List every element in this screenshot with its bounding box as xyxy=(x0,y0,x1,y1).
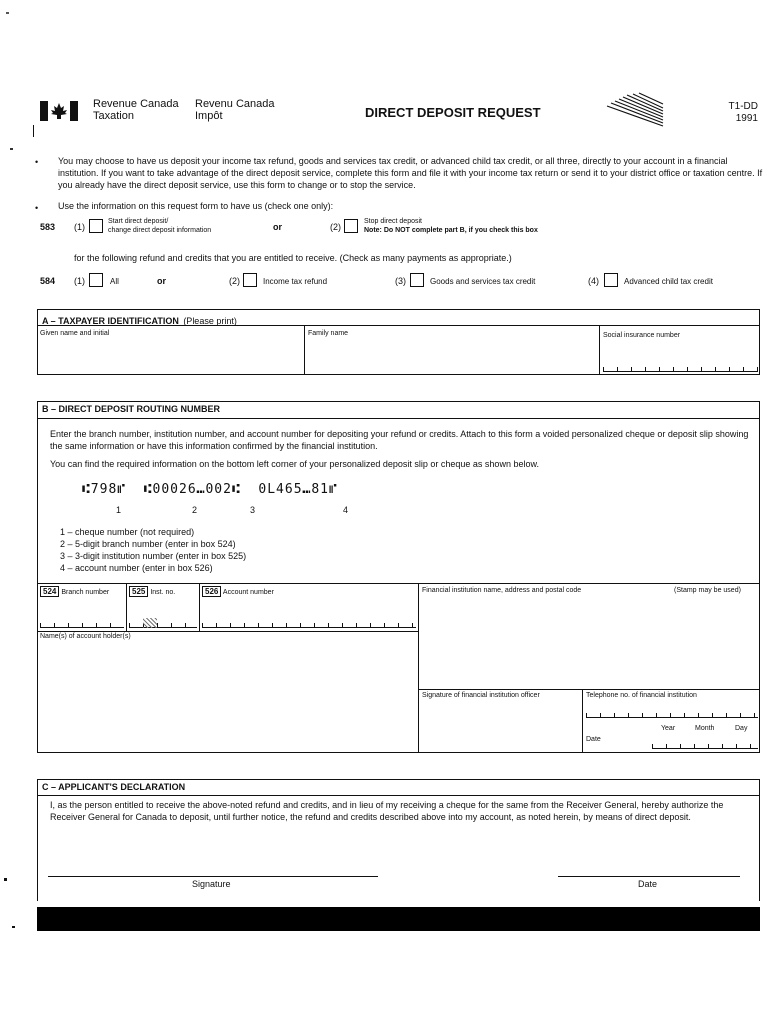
bottom-bar xyxy=(37,907,760,931)
routing-instructions: Enter the branch number, institution number, and account number for depositing your refund or credits. Attach to this form a voided personalized cheque or deposit slip showing the same information or have this information confirmed by the financial institution. xyxy=(50,429,749,451)
canada-flag-logo xyxy=(40,101,78,121)
divider xyxy=(418,583,419,753)
officer-date-field[interactable] xyxy=(652,744,758,749)
institution-number-field[interactable] xyxy=(129,623,197,628)
divider xyxy=(37,418,760,419)
box-524-label: 524 Branch number xyxy=(40,586,109,597)
micr-label-1: 1 xyxy=(116,505,122,515)
divider xyxy=(126,583,127,631)
scan-speck xyxy=(6,12,9,14)
divider xyxy=(37,631,418,632)
line-583-code: 583 xyxy=(40,222,56,232)
gst-credit-checkbox[interactable] xyxy=(410,273,424,287)
option-number: (2) xyxy=(229,276,240,286)
divider xyxy=(37,795,760,796)
option-number: (1) xyxy=(74,276,85,286)
account-holders-field[interactable] xyxy=(40,645,414,750)
box-525-label: 525 Inst. no. xyxy=(129,586,175,597)
all-payments-checkbox[interactable] xyxy=(89,273,103,287)
officer-signature-field[interactable] xyxy=(422,702,578,750)
divider xyxy=(582,689,583,753)
section-b-title: B – DIRECT DEPOSIT ROUTING NUMBER xyxy=(42,404,221,414)
officer-signature-label: Signature of financial institution officer xyxy=(422,692,540,699)
option-number: (1) xyxy=(74,222,85,232)
routing-help: You can find the required information on the bottom left corner of your personalized deposit slip or cheque as shown below. xyxy=(50,459,539,469)
section-c-title: C – APPLICANT'S DECLARATION xyxy=(42,782,186,792)
micr-label-4: 4 xyxy=(343,505,349,515)
sin-label: Social insurance number xyxy=(603,332,681,339)
account-number-field[interactable] xyxy=(202,623,416,628)
child-tax-credit-label: Advanced child tax credit xyxy=(624,277,713,286)
year-label: Year xyxy=(661,725,676,732)
applicant-date-field[interactable] xyxy=(558,850,740,875)
section-a-title: A – TAXPAYER IDENTIFICATION (Please print) xyxy=(42,316,237,326)
scan-speck xyxy=(4,878,7,881)
account-holders-label: Name(s) of account holder(s) xyxy=(40,633,131,640)
financial-institution-field[interactable] xyxy=(422,600,756,686)
stop-deposit-checkbox[interactable] xyxy=(344,219,358,233)
revenue-logo-icon xyxy=(605,92,665,128)
family-name-field[interactable] xyxy=(308,340,596,373)
income-tax-refund-label: Income tax refund xyxy=(263,277,328,286)
page-title: DIRECT DEPOSIT REQUEST xyxy=(365,105,541,120)
date-label: Date xyxy=(638,879,658,889)
given-name-field[interactable] xyxy=(40,340,302,373)
micr-label-3: 3 xyxy=(250,505,256,515)
option-number: (3) xyxy=(395,276,406,286)
scan-speck xyxy=(10,148,13,150)
gst-credit-label: Goods and services tax credit xyxy=(430,277,536,286)
micr-sample: ⑆798⑈ ⑆00026⑉002⑆ 0L465⑉81⑈ xyxy=(82,482,338,497)
telephone-field[interactable] xyxy=(586,713,758,718)
stamp-note: (Stamp may be used) xyxy=(674,587,741,594)
stop-deposit-label: Stop direct deposit Note: Do NOT complete part B, if you check this box xyxy=(364,218,538,234)
payment-instruction: for the following refund and credits that you are entitled to receive. (Check as many payments as appropriate.) xyxy=(74,253,512,263)
divider xyxy=(199,583,200,631)
child-tax-credit-checkbox[interactable] xyxy=(604,273,618,287)
start-deposit-checkbox[interactable] xyxy=(89,219,103,233)
agency-french: Revenu Canada Impôt xyxy=(195,98,275,122)
bullet-icon: • xyxy=(35,203,39,213)
divider xyxy=(37,583,760,584)
date-label: Date xyxy=(586,736,601,743)
scan-speck xyxy=(12,926,15,928)
all-payments-label: All xyxy=(110,277,119,286)
signature-label: Signature xyxy=(192,879,231,889)
divider xyxy=(418,689,760,690)
box-526-label: 526 Account number xyxy=(202,586,274,597)
line-584-code: 584 xyxy=(40,276,56,286)
micr-legend: 1 – cheque number (not required) 2 – 5-digit branch number (enter in box 524) 3 – 3-digit institution number (enter in box 525) 4 – account number (enter in box 526) xyxy=(60,527,247,573)
sin-field[interactable] xyxy=(603,367,758,372)
date-line xyxy=(558,876,740,877)
branch-number-field[interactable] xyxy=(40,623,124,628)
telephone-label: Telephone no. of financial institution xyxy=(586,692,697,699)
start-deposit-label: Start direct deposit/ change direct deposit information xyxy=(108,218,212,234)
financial-institution-label: Financial institution name, address and postal code xyxy=(422,587,582,594)
instruction-text: Use the information on this request form to have us (check one only): xyxy=(58,201,334,211)
bullet-icon: • xyxy=(35,157,39,167)
shaded-digit xyxy=(143,618,157,628)
option-number: (4) xyxy=(588,276,599,286)
or-text: or xyxy=(273,222,282,232)
day-label: Day xyxy=(735,725,748,732)
micr-label-2: 2 xyxy=(192,505,198,515)
applicant-signature-field[interactable] xyxy=(48,850,378,875)
agency-english: Revenue Canada Taxation xyxy=(93,98,179,122)
divider xyxy=(599,325,600,375)
family-name-label: Family name xyxy=(308,330,349,337)
margin-mark xyxy=(33,125,34,137)
income-tax-refund-checkbox[interactable] xyxy=(243,273,257,287)
declaration-text: I, as the person entitled to receive the above-noted refund and credits, and in lieu of my receiving a cheque for the same from the Receiver General, hereby authorize the Receiver General for Canada to deposit, until further notice, the refund and credits described above into my account, as noted herein, by means of direct deposit. xyxy=(50,800,724,822)
form-code: T1-DD 1991 xyxy=(728,101,758,124)
option-number: (2) xyxy=(330,222,341,232)
signature-line xyxy=(48,876,378,877)
or-text: or xyxy=(157,276,166,286)
month-label: Month xyxy=(695,725,715,732)
given-name-label: Given name and initial xyxy=(40,330,110,337)
divider xyxy=(304,325,305,375)
intro-paragraph: You may choose to have us deposit your income tax refund, goods and services tax credit, or advanced child tax credit, or all three, directly to your account in a financial institution. If you want to take advantage of the direct deposit service, complete this form and file it with your income tax return or send it to your district office or taxation centre. If you already have the direct deposit service, use this form to change or to stop the service. xyxy=(58,156,763,190)
divider xyxy=(37,325,760,326)
